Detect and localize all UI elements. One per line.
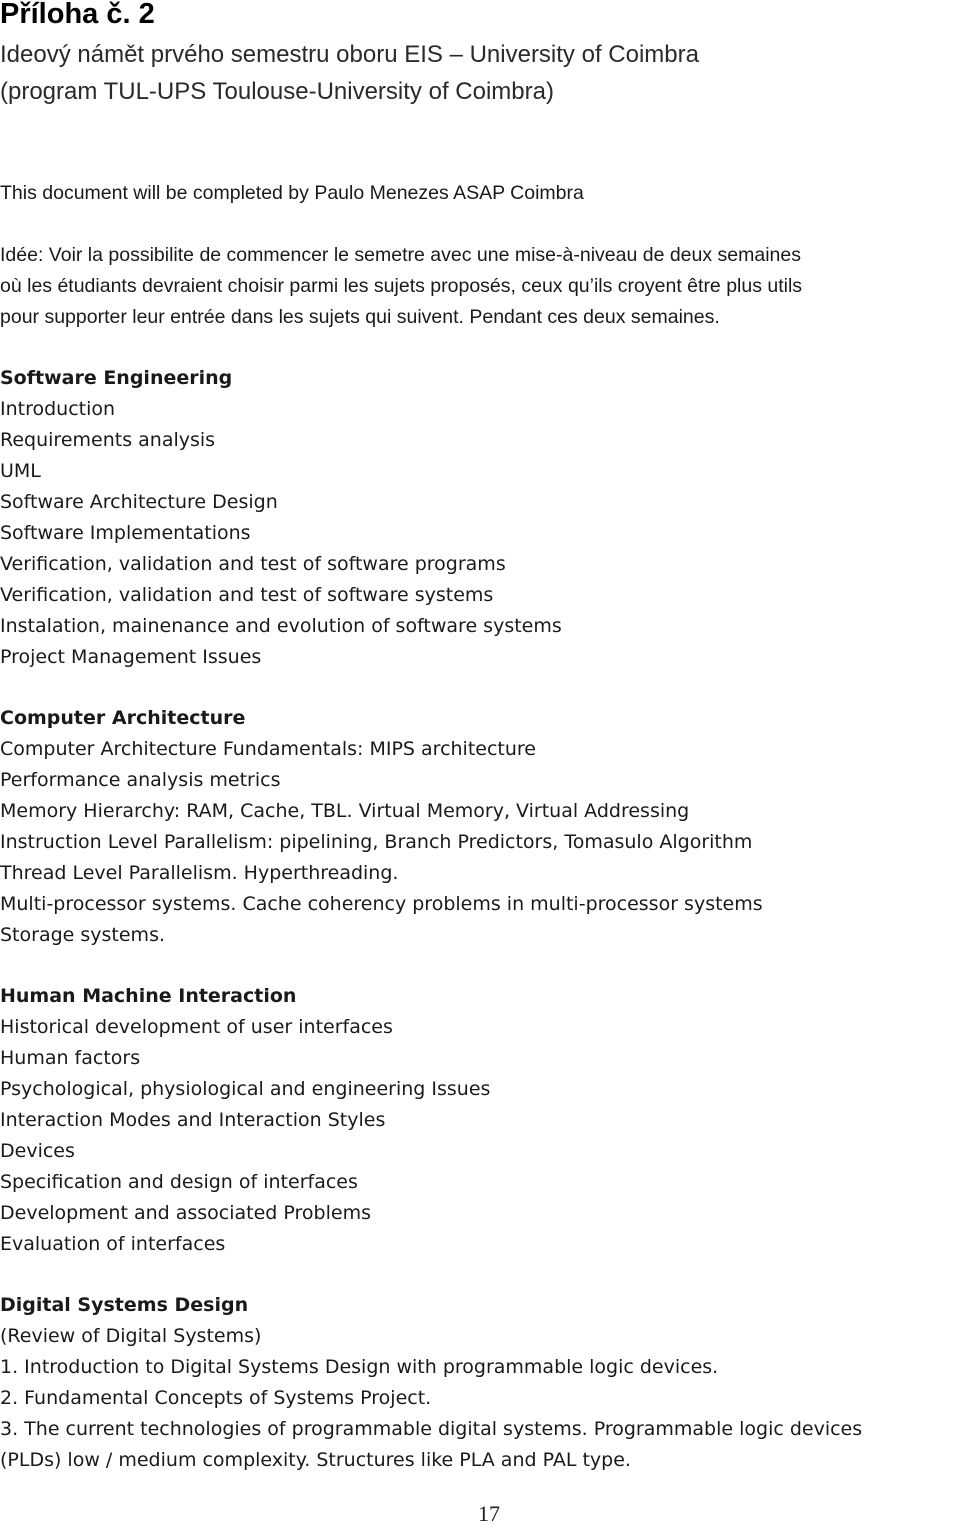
list-item: Thread Level Parallelism. Hyperthreading. bbox=[0, 862, 399, 884]
list-item: Project Management Issues bbox=[0, 646, 262, 668]
subtitle-line: (program TUL-UPS Toulouse-University of Coimbra) bbox=[0, 78, 554, 105]
section-heading-software-engineering: Software Engineering bbox=[0, 367, 233, 389]
completion-note: This document will be completed by Paulo Menezes ASAP Coimbra bbox=[0, 182, 584, 204]
list-item: Introduction bbox=[0, 398, 116, 420]
page-title: Příloha č. 2 bbox=[0, 0, 155, 30]
list-item: Development and associated Problems bbox=[0, 1202, 371, 1224]
subtitle-line: Ideový námět prvého semestru oboru EIS – University of Coimbra bbox=[0, 41, 699, 68]
list-item: UML bbox=[0, 460, 41, 482]
list-item: Instruction Level Parallelism: pipelining, Branch Predictors, Tomasulo Algorithm bbox=[0, 831, 753, 853]
idea-line: pour supporter leur entrée dans les sujets qui suivent. Pendant ces deux semaines. bbox=[0, 306, 720, 328]
list-item: Human factors bbox=[0, 1047, 141, 1069]
list-item: Memory Hierarchy: RAM, Cache, TBL. Virtual Memory, Virtual Addressing bbox=[0, 800, 690, 822]
section-heading-human-machine-interaction: Human Machine Interaction bbox=[0, 985, 297, 1007]
list-item: Software Architecture Design bbox=[0, 491, 278, 513]
list-item: 2. Fundamental Concepts of Systems Project. bbox=[0, 1387, 432, 1409]
list-item: Multi-processor systems. Cache coherency problems in multi-processor systems bbox=[0, 893, 763, 915]
list-item: Requirements analysis bbox=[0, 429, 216, 451]
list-item: Verification, validation and test of software programs bbox=[0, 553, 506, 575]
idea-line: Idée: Voir la possibilite de commencer le semetre avec une mise-à-niveau de deux semaines bbox=[0, 244, 801, 266]
list-item: Interaction Modes and Interaction Styles bbox=[0, 1109, 386, 1131]
list-item: Evaluation of interfaces bbox=[0, 1233, 226, 1255]
list-item: (PLDs) low / medium complexity. Structures like PLA and PAL type. bbox=[0, 1449, 631, 1471]
list-item: Verification, validation and test of software systems bbox=[0, 584, 494, 606]
list-item: Devices bbox=[0, 1140, 75, 1162]
section-heading-computer-architecture: Computer Architecture bbox=[0, 707, 246, 729]
list-item: 1. Introduction to Digital Systems Design with programmable logic devices. bbox=[0, 1356, 719, 1378]
section-heading-digital-systems-design: Digital Systems Design bbox=[0, 1294, 249, 1316]
list-item: Storage systems. bbox=[0, 924, 166, 946]
list-item: Computer Architecture Fundamentals: MIPS architecture bbox=[0, 738, 536, 760]
list-item: 3. The current technologies of programmable digital systems. Programmable logic devices bbox=[0, 1418, 863, 1440]
list-item: Historical development of user interfaces bbox=[0, 1016, 393, 1038]
list-item: (Review of Digital Systems) bbox=[0, 1325, 262, 1347]
list-item: Instalation, mainenance and evolution of software systems bbox=[0, 615, 562, 637]
page-number: 17 bbox=[478, 1501, 500, 1526]
list-item: Psychological, physiological and engineering Issues bbox=[0, 1078, 491, 1100]
list-item: Specification and design of interfaces bbox=[0, 1171, 358, 1193]
list-item: Performance analysis metrics bbox=[0, 769, 281, 791]
list-item: Software Implementations bbox=[0, 522, 251, 544]
idea-line: où les étudiants devraient choisir parmi les sujets proposés, ceux qu’ils croyent être plus utils bbox=[0, 275, 803, 297]
